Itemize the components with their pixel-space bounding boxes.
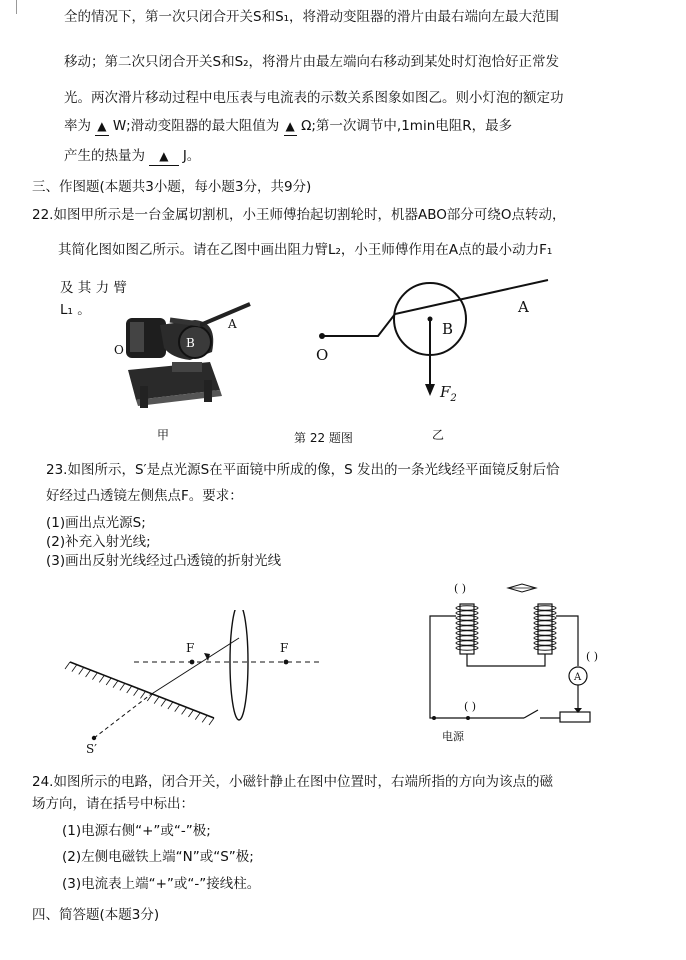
paren-top: ( ) xyxy=(454,582,467,595)
hatch-mark xyxy=(99,675,104,682)
convex-lens xyxy=(230,610,248,720)
hatch-mark xyxy=(134,689,139,696)
label-focus-left: F xyxy=(186,641,195,655)
hatch-mark xyxy=(86,670,91,677)
q21-text: Ω;第一次调节中,1min电阻R，最多 xyxy=(301,118,513,134)
source-terminal-right xyxy=(466,716,470,720)
reflected-ray xyxy=(150,638,239,695)
diagram-label-f2 xyxy=(439,383,457,404)
hatch-mark xyxy=(202,715,207,722)
hatch-mark xyxy=(161,699,166,706)
label-f: F xyxy=(440,383,451,401)
label-f-sub: 2 xyxy=(450,393,457,404)
ammeter-label: A xyxy=(574,672,582,683)
left-wire xyxy=(430,616,524,718)
q21-line-5 xyxy=(64,147,200,166)
q21-text: J。 xyxy=(182,148,201,164)
answer-blank: ▲ xyxy=(284,117,297,136)
right-electromagnet-core xyxy=(538,604,552,654)
q22-line-4: L₁ 。 xyxy=(60,302,91,318)
q21-text: 产生的热量为 xyxy=(64,148,145,164)
mirror-lens-diagram xyxy=(64,610,354,755)
q23-req-2: (2)补充入射光线; xyxy=(46,534,151,550)
q21-text: W;滑动变阻器的最大阻值为 xyxy=(112,118,280,134)
right-wire-top xyxy=(556,616,578,666)
q23-line-1: 23.如图所示，S′是点光源S在平面镜中所成的像，S 发出的一条光线经平面镜反射后恰 xyxy=(46,462,560,478)
hatch-mark xyxy=(65,662,70,669)
plane-mirror xyxy=(70,662,214,718)
q24-req-2: (2)左侧电磁铁上端“N”或“S”极; xyxy=(62,849,254,865)
connecting-wire xyxy=(467,654,545,666)
photo-label-o: O xyxy=(114,343,124,357)
lever-diagram xyxy=(300,272,560,412)
hatch-mark xyxy=(127,686,132,693)
caption-jia: 甲 xyxy=(157,428,170,442)
hatch-mark xyxy=(188,710,193,717)
switch xyxy=(524,710,538,718)
hatch-mark xyxy=(72,665,77,672)
source-terminal-left xyxy=(432,716,436,720)
caption-yi: 乙 xyxy=(432,428,445,442)
left-electromagnet-core xyxy=(460,604,474,654)
hatch-mark xyxy=(182,707,187,714)
hatch-mark xyxy=(209,718,214,725)
margin-mark xyxy=(16,0,17,14)
hatch-mark xyxy=(113,681,118,688)
diagram-label-b: B xyxy=(442,320,454,338)
image-point xyxy=(92,736,96,740)
section-heading-3: 三、作图题(本题共3小题，每小题3分，共9分) xyxy=(32,179,312,195)
figure-caption: 第 22 题图 xyxy=(294,431,353,445)
q21-text: 率为 xyxy=(64,118,91,134)
q21-line-2: 移动；第二次只闭合开关S和S₂，将滑片由最左端向右移动到某处时灯泡恰好正常发 xyxy=(64,54,560,70)
q22-line-3: 及 其 力 臂 xyxy=(60,280,127,296)
electromagnet-circuit xyxy=(420,576,630,751)
q24-line-2: 场方向，请在括号中标出： xyxy=(32,796,194,812)
virtual-ray xyxy=(94,695,150,738)
q21-line-4 xyxy=(64,117,512,136)
q22-line-2: 其简化图如图乙所示。请在乙图中画出阻力臂L₂，小王师傅作用在A点的最小动力F₁ xyxy=(58,242,553,258)
hatch-mark xyxy=(140,691,145,698)
force-f2-arrowhead xyxy=(425,384,435,396)
q24-req-1: (1)电源右侧“+”或“-”极; xyxy=(62,823,211,839)
photo-label-b: B xyxy=(186,336,195,350)
cutting-machine-photo xyxy=(100,300,260,415)
answer-blank: ▲ xyxy=(95,117,108,136)
q24-req-3: (3)电流表上端“+”或“-”接线柱。 xyxy=(62,876,261,892)
focus-left xyxy=(190,660,195,665)
power-source-label: 电源 xyxy=(442,730,464,743)
q23-line-2: 好经过凸透镜左侧焦点F。要求： xyxy=(46,488,243,504)
label-s-prime: S′ xyxy=(86,742,97,755)
paren-bottom: ( ) xyxy=(464,700,477,713)
paren-right: ( ) xyxy=(586,650,599,663)
mirror-hatching xyxy=(65,662,214,725)
hatch-mark xyxy=(92,673,97,680)
hatch-mark xyxy=(106,678,111,685)
answer-blank: ▲ xyxy=(149,147,178,166)
q21-line-3: 光。两次滑片移动过程中电压表与电流表的示数关系图象如图乙。则小灯泡的额定功 xyxy=(64,90,564,106)
diagram-label-a: A xyxy=(518,298,529,316)
lever-arm xyxy=(322,280,548,336)
hatch-mark xyxy=(175,705,180,712)
q21-line-1: 全的情况下，第一次只闭合开关S和S₁，将滑动变阻器的滑片由最右端向左最大范围 xyxy=(64,9,560,25)
section-heading-4: 四、简答题(本题3分) xyxy=(32,907,160,923)
photo-label-a: A xyxy=(228,317,237,331)
diagram-label-o: O xyxy=(316,346,329,364)
q22-line-1: 22.如图甲所示是一台金属切割机，小王师傅抬起切割轮时，机器ABO部分可绕O点转动， xyxy=(32,207,566,223)
q24-line-1: 24.如图所示的电路，闭合开关，小磁针静止在图中位置时，右端所指的方向为该点的磁 xyxy=(32,774,553,790)
pivot-point-o xyxy=(319,333,325,339)
rheostat xyxy=(560,712,590,722)
focus-right xyxy=(284,660,289,665)
hatch-mark xyxy=(168,702,173,709)
hatch-mark xyxy=(195,713,200,720)
hatch-mark xyxy=(120,683,125,690)
hatch-mark xyxy=(154,697,159,704)
q23-req-1: (1)画出点光源S; xyxy=(46,515,146,531)
hatch-mark xyxy=(79,667,84,674)
q23-req-3: (3)画出反射光线经过凸透镜的折射光线 xyxy=(46,553,282,569)
label-focus-right: F xyxy=(280,641,289,655)
